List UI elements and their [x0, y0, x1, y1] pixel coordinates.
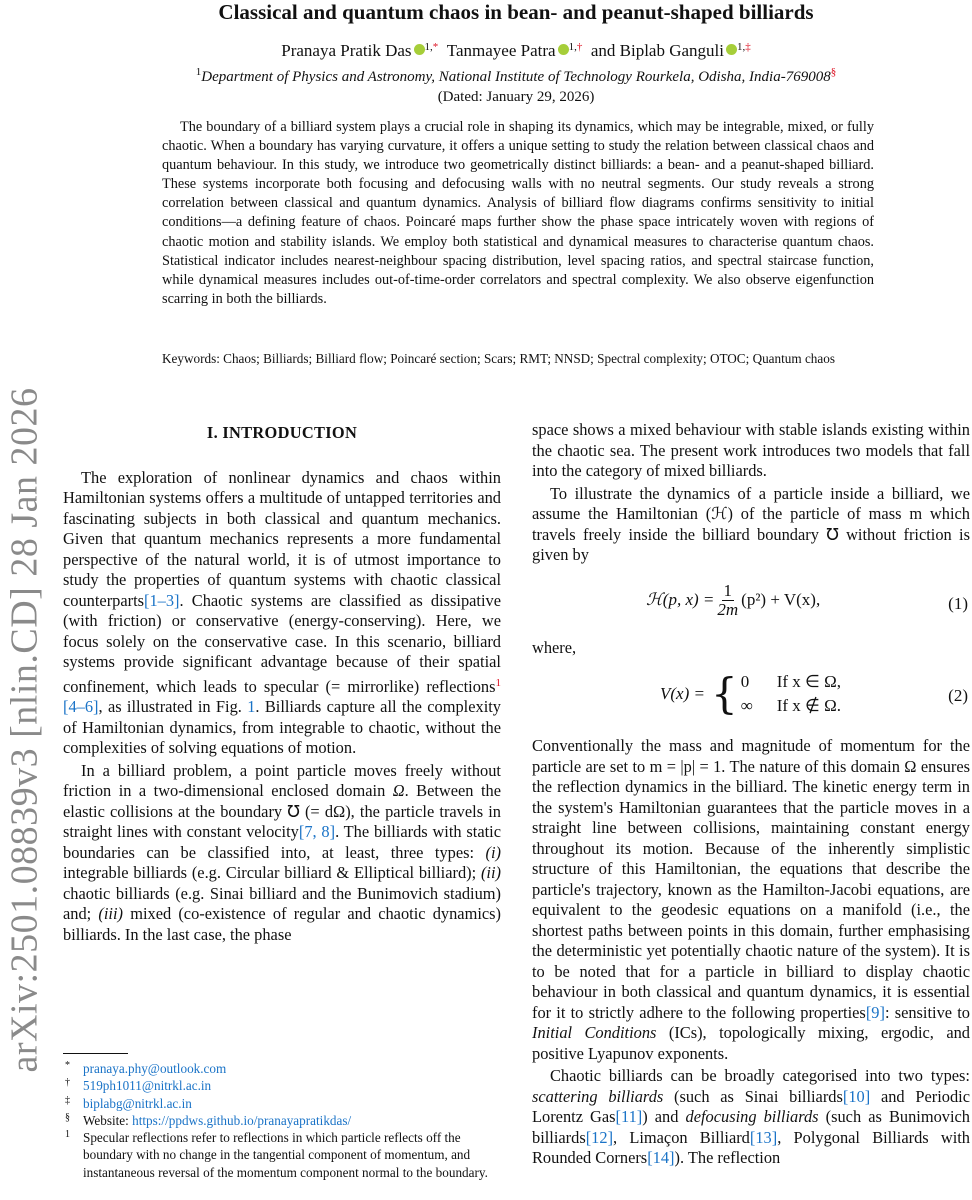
footnote-divider [63, 1053, 128, 1054]
citation-link[interactable]: [1–3] [144, 590, 180, 610]
intro-paragraph-3: To illustrate the dynamics of a particle inside a billiard, we assume the Hamiltonian (ℋ) of the particle of mass m which travels freely inside the billiard boundary ℧ without friction is given by [532, 483, 970, 564]
equation-number: (1) [948, 593, 968, 613]
affiliation: $^1$Department of Physics and Astronomy, National Institute of Technology Rourkela, Odisha, India-769008§ [195, 66, 837, 85]
citation-link[interactable]: [12] [585, 1127, 614, 1147]
right-column [532, 420, 970, 1169]
intro-paragraph-5: Chaotic billiards can be broadly categorised into two types: scattering billiards (such as Sinai billiards[10] and Periodic Lorentz Gas[11]) and defocusing billiards (such as Bunimovich billiards[12], Limaçon Billiard[13], Polygonal Billiards with Rounded Corners[14]). The reflection [532, 1066, 971, 1167]
orcid-icon[interactable] [558, 44, 569, 55]
email-link[interactable]: pranaya.phy@outlook.com [83, 1061, 227, 1076]
footnote-link[interactable]: 1 [495, 676, 501, 689]
orcid-icon[interactable] [726, 44, 737, 55]
footnotes [63, 1060, 503, 1181]
paper-title: Classical and quantum chaos in bean- and peanut-shaped billiards [218, 0, 814, 24]
email-link[interactable]: biplabg@nitrkl.ac.in [83, 1095, 192, 1111]
intro-paragraph-4: Conventionally the mass and magnitude of momentum for the particle are set to m = |p| = 1. The nature of this domain Ω ensures the reflection dynamics in the billiard. The kinetic energy term in the system's Hamiltonian guarantees that the particle moves in a straight line between collisions, maintaining constant energy throughout its motion. Because of the inherently simplistic structure of this Hamiltonian, the equations that describe the particle's trajectory, known as the Hamilton-Jacobi equations, are equivalent to the geodesic equations on a manifold (i.e., the shortest paths between points in this domain, further emphasising the deterministic yet potentially chaotic nature of the system). It is to be noted that for a particle in billiard to display chaotic behaviour in both classical and quantum dynamics, it is essential for it to strictly adhere to the following properties[9]: sensitive to Initial Conditions (ICs), topologically mixing, ergodic, and positive Lyapunov exponents. [532, 736, 970, 1063]
footnote-item: † 519ph1011@nitrkl.ac.in [65, 1077, 212, 1094]
equation-number: (2) [948, 686, 968, 705]
section-heading: I. INTRODUCTION [206, 423, 358, 442]
citation-link[interactable]: [4–6] [63, 697, 99, 716]
citation-link[interactable]: [9] [865, 1002, 885, 1022]
orcid-icon[interactable] [414, 44, 425, 55]
author-name: Biplab Ganguli [619, 41, 724, 60]
arxiv-side-identifier [2, 330, 46, 1130]
arxiv-id-text: arXiv:2501.08839v3 [nlin.CD] 28 Jan 2026 [3, 387, 46, 1073]
citation-link[interactable]: [11] [615, 1107, 643, 1126]
abstract: The boundary of a billiard system plays a crucial role in shaping its dynamics, which may be integrable, mixed, or fully chaotic. When a boundary has varying curvature, it offers a unique setting to study the relation between classical chaos and quantum behaviour. In this study, we introduce two geometrically distinct billiards: a bean- and a peanut-shaped billiard. These systems incorporate both focusing and defocusing walls with no neutral segments. Our study reveals a strong correlation between classical and quantum dynamics. Analysis of billiard flow diagrams confirms sensitivity to initial conditions—a defining feature of chaos. Poincaré maps further show the phase space intricately woven with regions of chaotic motion and stability islands. We employ both statistical and dynamical measures to characterise quantum chaos. Statistical indicator includes nearest-neighbour spacing distribution, level spacing ratios, and spectral staircase function, while dynamical measures includes out-of-time-order correlators and spectral complexity. We also observe eigenfunction scarring in both the billiards. [162, 119, 874, 307]
footnote-item: 1 Specular reflections refer to reflections in which particle reflects off the boundary with no change in the tangential component of momentum, and instantaneous reversal of the momentum component normal to the boundary. [65, 1129, 488, 1180]
website-link[interactable]: https://ppdws.github.io/pranayapratikdas/ [132, 1112, 352, 1128]
citation-link[interactable]: [10] [842, 1086, 871, 1106]
citation-link[interactable]: [14] [647, 1148, 675, 1167]
email-link[interactable]: 519ph1011@nitrkl.ac.in [83, 1078, 212, 1094]
intro-paragraph-2: In a billiard problem, a point particle moves freely without friction in a two-dimensional enclosed domain Ω. Between the elastic collisions at the boundary ℧ (= dΩ), the particle travels in straight lines with constant velocity[7, 8]. The billiards with static boundaries can be classified into, at least, three types: (i) integrable billiards (e.g. Circular billiard & Elliptical billiard); (ii) chaotic billiards (e.g. Sinai billiard and the Bunimovich stadium) and; (iii) mixed (co-existence of regular and chaotic dynamics) billiards. In the last case, the phase [63, 760, 501, 944]
where-text: where, [532, 637, 577, 657]
equation-1: ℋ(p, x) = $\frac{1}{2m}$ (p²) + V(x), (1) [646, 580, 968, 619]
intro-paragraph-1: The exploration of nonlinear dynamics and chaos within Hamiltonian systems offers a multitude of untapped territories and fascinating subjects in both classical and quantum mechanics. Given that quantum mechanics represents a more fundamental perspective of the natural world, it is of utmost importance to study the properties of quantum systems with chaotic classical counterparts[1–3]. Chaotic systems are classified as dissipative (with friction) or conservative (energy-conserving). Here, we focus solely on the conservative case. In this scenario, billiard systems provide significant advantage because of their spatial confinement, which leads to specular (= mirrorlike) reflections$^1$ [4–6], as illustrated in Fig. 1. Billiards capture all the complexity of Hamiltonian dynamics, from integrable to chaotic, without the complexities of solving equations of motion. [63, 467, 502, 757]
author-name: Tanmayee Patra [446, 41, 556, 60]
footnote-item: * pranaya.phy@outlook.com [65, 1060, 227, 1076]
author-name: Pranaya Pratik Das [281, 41, 412, 60]
equation-2: V(x) = { 0 If x ∈ Ω, ∞ If x ∉ Ω. (2) [660, 669, 968, 718]
keywords: Keywords: Chaos; Billiards; Billiard flow; Poincaré section; Scars; RMT; NNSD; Spectral complexity; OTOC; Quantum chaos [162, 351, 835, 366]
footnote-item: ‡ biplabg@nitrkl.ac.in [65, 1094, 192, 1111]
citation-link[interactable]: [13] [749, 1127, 778, 1147]
author-list: Pranaya Pratik Das $^{1,*}$ Tanmayee Patra $^{1,\dagger}$ and Biplab Ganguli $^{1,\ddagger}$ [281, 41, 751, 60]
footnote-item: § Website: https://ppdws.github.io/pranayapratikdas/ [65, 1111, 352, 1128]
figure-link[interactable]: 1 [247, 697, 256, 716]
intro-paragraph-continued: space shows a mixed behaviour with stable islands existing within the chaotic sea. The present work introduces two models that fall into the category of mixed billiards. [532, 420, 970, 480]
left-column [63, 420, 501, 945]
citation-link[interactable]: [7, 8] [298, 822, 336, 841]
date-line: (Dated: January 29, 2026) [437, 89, 595, 105]
